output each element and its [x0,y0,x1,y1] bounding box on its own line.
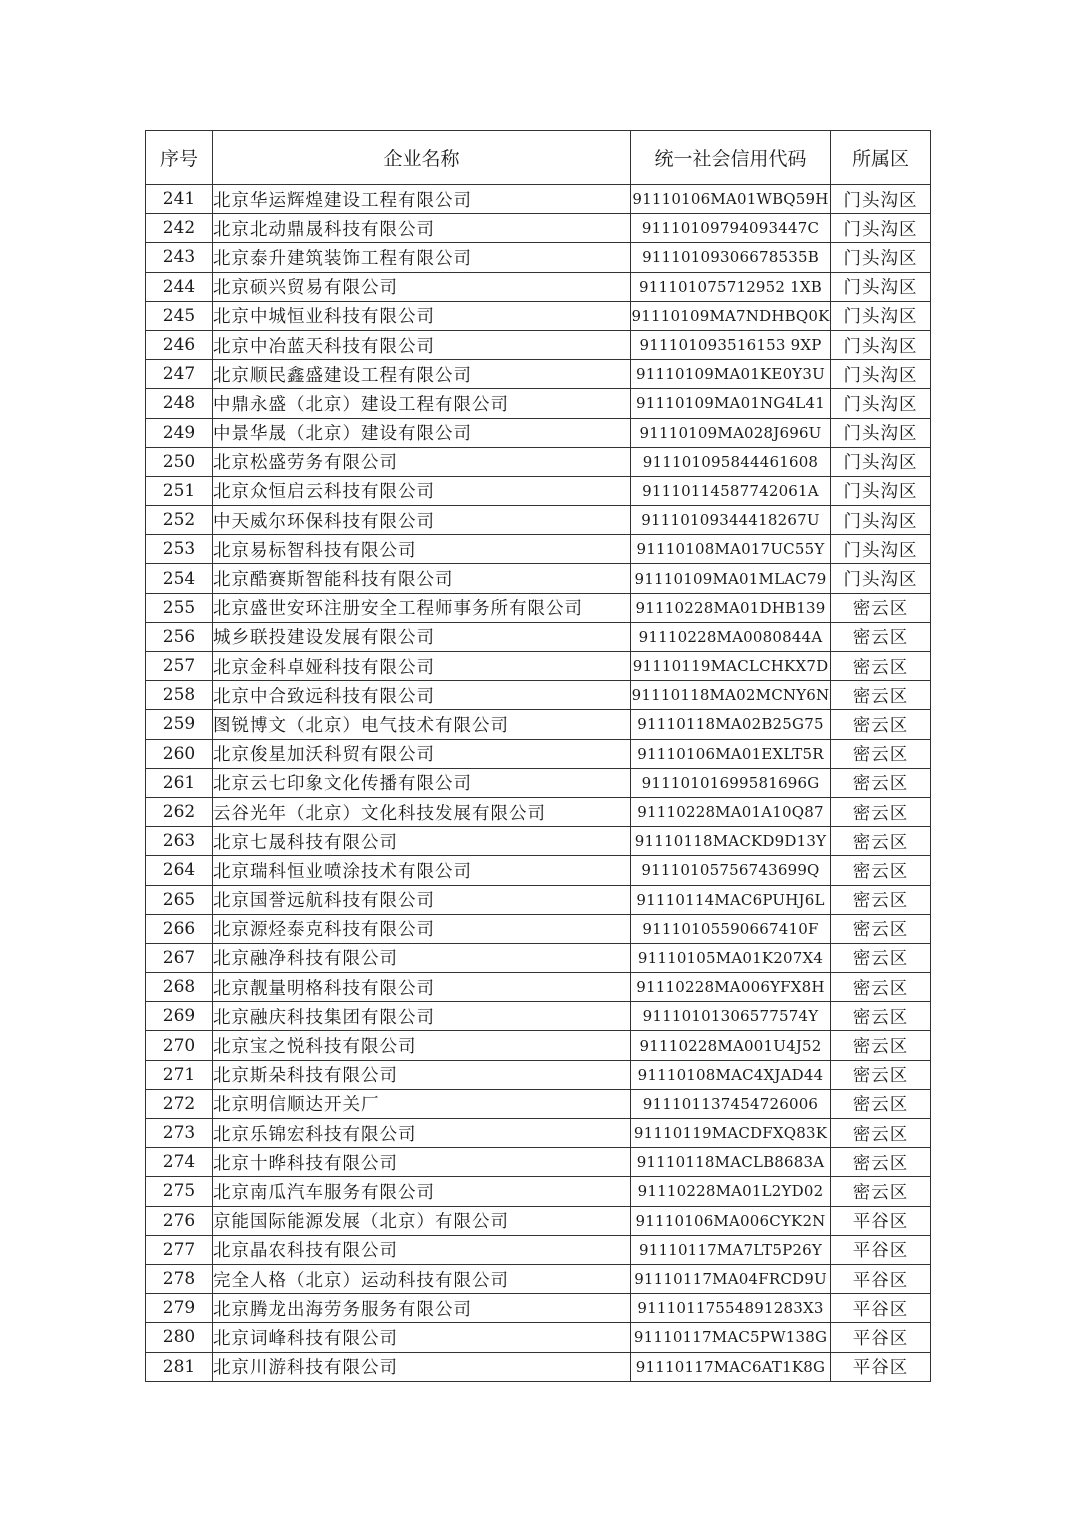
company-name-cell: 京能国际能源发展（北京）有限公司 [213,1206,631,1235]
company-name-cell: 中景华晟（北京）建设有限公司 [213,418,631,447]
serial-number-cell: 242 [146,214,213,243]
table-row [146,1206,931,1235]
table-row [146,943,931,972]
district-cell: 密云区 [831,1002,931,1031]
company-name-cell: 城乡联投建设发展有限公司 [213,622,631,651]
district-cell: 密云区 [831,768,931,797]
table-row [146,1323,931,1352]
serial-number-cell: 270 [146,1031,213,1060]
district-cell: 门头沟区 [831,243,931,272]
table-row [146,827,931,856]
credit-code-cell: 91110228MA01A10Q87 [631,797,831,826]
district-cell: 密云区 [831,1089,931,1118]
serial-number-cell: 259 [146,710,213,739]
district-cell: 门头沟区 [831,418,931,447]
table-row [146,447,931,476]
credit-code-cell: 91110105590667410F [631,914,831,943]
serial-number-cell: 258 [146,681,213,710]
table-row [146,272,931,301]
company-name-cell: 北京融庆科技集团有限公司 [213,1002,631,1031]
company-name-cell: 北京顺民鑫盛建设工程有限公司 [213,360,631,389]
district-cell: 密云区 [831,681,931,710]
serial-number-cell: 262 [146,797,213,826]
serial-number-cell: 255 [146,593,213,622]
district-cell: 密云区 [831,1031,931,1060]
serial-number-cell: 251 [146,476,213,505]
table-row [146,564,931,593]
district-cell: 门头沟区 [831,360,931,389]
serial-number-cell: 252 [146,506,213,535]
district-cell: 平谷区 [831,1352,931,1381]
credit-code-cell: 91110117MA7LT5P26Y [631,1235,831,1264]
credit-code-cell: 91110118MACKD9D13Y [631,827,831,856]
company-name-cell: 中天威尔环保科技有限公司 [213,506,631,535]
table-row [146,214,931,243]
company-name-cell: 北京云七印象文化传播有限公司 [213,768,631,797]
company-name-cell: 北京中冶蓝天科技有限公司 [213,330,631,359]
serial-number-cell: 248 [146,389,213,418]
company-name-cell: 北京乐锦宏科技有限公司 [213,1119,631,1148]
table-row [146,1264,931,1293]
district-cell: 门头沟区 [831,535,931,564]
credit-code-cell: 91110109306678535B [631,243,831,272]
district-cell: 密云区 [831,739,931,768]
credit-code-cell: 91110228MA01L2YD02 [631,1177,831,1206]
serial-number-cell: 268 [146,973,213,1002]
district-cell: 密云区 [831,973,931,1002]
table-row [146,185,931,214]
company-name-cell: 北京泰升建筑装饰工程有限公司 [213,243,631,272]
serial-number-cell: 281 [146,1352,213,1381]
company-name-cell: 北京松盛劳务有限公司 [213,447,631,476]
table-row [146,885,931,914]
credit-code-cell: 91110109344418267U [631,506,831,535]
serial-number-cell: 266 [146,914,213,943]
credit-code-cell: 91110101306577574Y [631,1002,831,1031]
district-cell: 密云区 [831,856,931,885]
company-name-cell: 北京硕兴贸易有限公司 [213,272,631,301]
district-cell: 门头沟区 [831,214,931,243]
company-name-cell: 北京源烃泰克科技有限公司 [213,914,631,943]
district-cell: 门头沟区 [831,185,931,214]
company-name-cell: 北京川游科技有限公司 [213,1352,631,1381]
credit-code-cell: 911101075712952 1XB [631,272,831,301]
credit-code-cell: 91110118MA02B25G75 [631,710,831,739]
table-row [146,535,931,564]
credit-code-cell: 91110114587742061A [631,476,831,505]
table-row [146,476,931,505]
credit-code-cell: 91110228MA0080844A [631,622,831,651]
serial-number-cell: 249 [146,418,213,447]
company-name-cell: 北京国誉远航科技有限公司 [213,885,631,914]
serial-number-cell: 241 [146,185,213,214]
table-row [146,681,931,710]
credit-code-cell: 91110114MAC6PUHJ6L [631,885,831,914]
company-name-cell: 北京斯朵科技有限公司 [213,1060,631,1089]
credit-code-cell: 91110118MACLB8683A [631,1148,831,1177]
company-name-cell: 北京酷赛斯智能科技有限公司 [213,564,631,593]
table-header [146,131,931,185]
serial-number-cell: 280 [146,1323,213,1352]
table-row [146,330,931,359]
credit-code-cell: 91110105756743699Q [631,856,831,885]
company-name-cell: 北京华运辉煌建设工程有限公司 [213,185,631,214]
credit-code-cell: 911101095844461608 [631,447,831,476]
company-name-cell: 北京中合致远科技有限公司 [213,681,631,710]
table-body [146,185,931,1382]
serial-number-cell: 269 [146,1002,213,1031]
credit-code-cell: 91110108MA017UC55Y [631,535,831,564]
credit-code-cell: 91110109MA7NDHBQ0K [631,301,831,330]
district-cell: 门头沟区 [831,389,931,418]
district-cell: 密云区 [831,827,931,856]
table-row [146,389,931,418]
serial-number-cell: 264 [146,856,213,885]
company-name-cell: 云谷光年（北京）文化科技发展有限公司 [213,797,631,826]
table-row [146,914,931,943]
credit-code-cell: 91110109MA01MLAC79 [631,564,831,593]
serial-number-cell: 244 [146,272,213,301]
district-cell: 平谷区 [831,1323,931,1352]
serial-number-cell: 274 [146,1148,213,1177]
district-cell: 密云区 [831,593,931,622]
district-cell: 密云区 [831,652,931,681]
company-name-cell: 北京中城恒业科技有限公司 [213,301,631,330]
credit-code-cell: 91110118MA02MCNY6N [631,681,831,710]
serial-number-cell: 275 [146,1177,213,1206]
table-row [146,243,931,272]
district-cell: 门头沟区 [831,272,931,301]
serial-number-cell: 272 [146,1089,213,1118]
table-row [146,768,931,797]
credit-code-cell: 91110106MA006CYK2N [631,1206,831,1235]
district-cell: 密云区 [831,1148,931,1177]
enterprise-registry-table [145,130,931,1382]
serial-number-cell: 263 [146,827,213,856]
header-row [146,131,931,185]
header-company-name: 企业名称 [213,131,631,185]
company-name-cell: 北京俊星加沃科贸有限公司 [213,739,631,768]
header-credit-code: 统一社会信用代码 [631,131,831,185]
serial-number-cell: 254 [146,564,213,593]
company-name-cell: 北京盛世安环注册安全工程师事务所有限公司 [213,593,631,622]
serial-number-cell: 253 [146,535,213,564]
serial-number-cell: 257 [146,652,213,681]
company-name-cell: 北京易标智科技有限公司 [213,535,631,564]
credit-code-cell: 91110228MA006YFX8H [631,973,831,1002]
credit-code-cell: 91110117MAC6AT1K8G [631,1352,831,1381]
district-cell: 密云区 [831,943,931,972]
table-row [146,622,931,651]
credit-code-cell: 91110109794093447C [631,214,831,243]
company-name-cell: 北京晶农科技有限公司 [213,1235,631,1264]
company-name-cell: 完全人格（北京）运动科技有限公司 [213,1264,631,1293]
serial-number-cell: 277 [146,1235,213,1264]
credit-code-cell: 91110105MA01K207X4 [631,943,831,972]
serial-number-cell: 278 [146,1264,213,1293]
credit-code-cell: 911101093516153 9XP [631,330,831,359]
credit-code-cell: 911101137454726006 [631,1089,831,1118]
table-row [146,301,931,330]
table-row [146,1031,931,1060]
credit-code-cell: 91110106MA01WBQ59H [631,185,831,214]
table-row [146,797,931,826]
district-cell: 密云区 [831,1119,931,1148]
company-name-cell: 北京金科卓娅科技有限公司 [213,652,631,681]
table-row [146,1002,931,1031]
table-row [146,1177,931,1206]
serial-number-cell: 265 [146,885,213,914]
company-name-cell: 北京融净科技有限公司 [213,943,631,972]
district-cell: 门头沟区 [831,564,931,593]
company-name-cell: 北京明信顺达开关厂 [213,1089,631,1118]
district-cell: 平谷区 [831,1206,931,1235]
credit-code-cell: 91110101699581696G [631,768,831,797]
table-row [146,1060,931,1089]
company-name-cell: 北京南瓜汽车服务有限公司 [213,1177,631,1206]
serial-number-cell: 256 [146,622,213,651]
district-cell: 密云区 [831,1060,931,1089]
table-row [146,1352,931,1381]
company-name-cell: 中鼎永盛（北京）建设工程有限公司 [213,389,631,418]
serial-number-cell: 246 [146,330,213,359]
serial-number-cell: 273 [146,1119,213,1148]
serial-number-cell: 260 [146,739,213,768]
district-cell: 密云区 [831,622,931,651]
table-row [146,1148,931,1177]
credit-code-cell: 91110109MA01KE0Y3U [631,360,831,389]
credit-code-cell: 91110106MA01EXLT5R [631,739,831,768]
table-row [146,593,931,622]
district-cell: 门头沟区 [831,447,931,476]
serial-number-cell: 271 [146,1060,213,1089]
serial-number-cell: 279 [146,1294,213,1323]
credit-code-cell: 91110109MA01NG4L41 [631,389,831,418]
credit-code-cell: 91110119MACDFXQ83K [631,1119,831,1148]
table-row [146,856,931,885]
company-name-cell: 北京宝之悦科技有限公司 [213,1031,631,1060]
serial-number-cell: 261 [146,768,213,797]
district-cell: 密云区 [831,1177,931,1206]
table-row [146,360,931,389]
serial-number-cell: 250 [146,447,213,476]
table-row [146,1089,931,1118]
serial-number-cell: 276 [146,1206,213,1235]
table-row [146,1119,931,1148]
company-name-cell: 北京北动鼎晟科技有限公司 [213,214,631,243]
table-row [146,1294,931,1323]
district-cell: 平谷区 [831,1264,931,1293]
credit-code-cell: 91110117554891283X3 [631,1294,831,1323]
credit-code-cell: 91110109MA028J696U [631,418,831,447]
serial-number-cell: 247 [146,360,213,389]
district-cell: 平谷区 [831,1235,931,1264]
district-cell: 门头沟区 [831,506,931,535]
district-cell: 门头沟区 [831,330,931,359]
company-name-cell: 北京靓量明格科技有限公司 [213,973,631,1002]
district-cell: 密云区 [831,797,931,826]
company-name-cell: 北京瑞科恒业喷涂技术有限公司 [213,856,631,885]
credit-code-cell: 91110228MA01DHB139 [631,593,831,622]
table-row [146,506,931,535]
company-name-cell: 图锐博文（北京）电气技术有限公司 [213,710,631,739]
credit-code-cell: 91110117MA04FRCD9U [631,1264,831,1293]
credit-code-cell: 91110119MACLCHKX7D [631,652,831,681]
district-cell: 门头沟区 [831,301,931,330]
table-row [146,739,931,768]
district-cell: 门头沟区 [831,476,931,505]
serial-number-cell: 243 [146,243,213,272]
credit-code-cell: 91110228MA001U4J52 [631,1031,831,1060]
serial-number-cell: 245 [146,301,213,330]
table-row [146,1235,931,1264]
header-district: 所属区 [831,131,931,185]
district-cell: 密云区 [831,914,931,943]
table-row [146,973,931,1002]
district-cell: 平谷区 [831,1294,931,1323]
credit-code-cell: 91110108MAC4XJAD44 [631,1060,831,1089]
company-name-cell: 北京词峰科技有限公司 [213,1323,631,1352]
district-cell: 密云区 [831,710,931,739]
table-row [146,418,931,447]
company-name-cell: 北京十晔科技有限公司 [213,1148,631,1177]
serial-number-cell: 267 [146,943,213,972]
credit-code-cell: 91110117MAC5PW138G [631,1323,831,1352]
company-name-cell: 北京七晟科技有限公司 [213,827,631,856]
header-serial-number: 序号 [146,131,213,185]
company-name-cell: 北京腾龙出海劳务服务有限公司 [213,1294,631,1323]
table-row [146,652,931,681]
table-row [146,710,931,739]
company-name-cell: 北京众恒启云科技有限公司 [213,476,631,505]
district-cell: 密云区 [831,885,931,914]
